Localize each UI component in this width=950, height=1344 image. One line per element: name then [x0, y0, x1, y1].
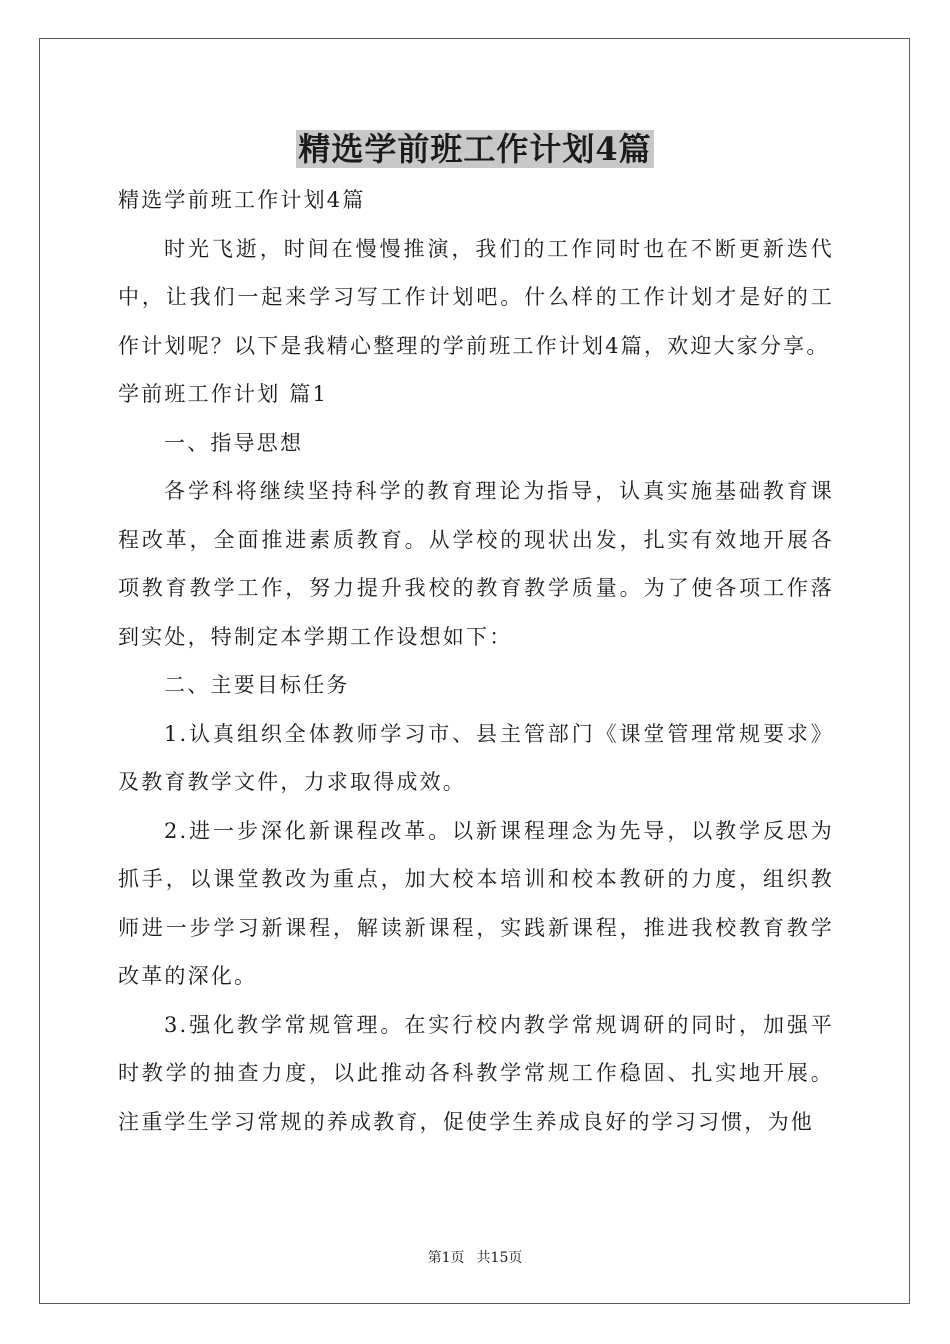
paragraph: 各学科将继续坚持科学的教育理论为指导，认真实施基础教育课程改革，全面推进素质教育。从学校的现状出发，扎实有效地开展各项教育教学工作，努力提升我校的教育教学质量。为了使各项工作落到实处，特制定本学期工作设想如下：	[118, 479, 834, 649]
list-item: 3.强化教学常规管理。在实行校内教学常规调研的同时，加强平时教学的抽查力度，以此推动各科教学常规工作稳固、扎实地开展。注重学生学习常规的养成教育，促使学生养成良好的学习习惯，为他	[118, 1012, 834, 1134]
paragraph: 时光飞逝，时间在慢慢推演，我们的工作同时也在不断更新迭代中，让我们一起来学习写工作计划吧。什么样的工作计划才是好的工作计划呢？以下是我精心整理的学前班工作计划4篇，欢迎大家分享。	[118, 236, 834, 358]
subsection-heading: 二、主要目标任务	[164, 673, 350, 697]
document-title	[0, 127, 950, 171]
document-title-text: 精选学前班工作计划4篇	[298, 130, 652, 168]
page-footer	[0, 1247, 950, 1267]
document-body	[118, 176, 834, 1146]
subsection-heading: 一、指导思想	[164, 430, 304, 455]
list-item: 1.认真组织全体教师学习市、县主管部门《课堂管理常规要求》及教育教学文件，力求取得成效。	[118, 721, 834, 794]
section-heading: 学前班工作计划 篇1	[118, 382, 329, 406]
page-number: 第1页	[427, 1250, 465, 1266]
paragraph: 精选学前班工作计划4篇	[118, 188, 366, 212]
page-total: 共15页	[476, 1250, 523, 1266]
list-item: 2.进一步深化新课程改革。以新课程理念为先导，以教学反思为抓手，以课堂教改为重点，加大校本培训和校本教研的力度，组织教师进一步学习新课程，解读新课程，实践新课程，推进我校教育教学改革的深化。	[118, 818, 834, 988]
